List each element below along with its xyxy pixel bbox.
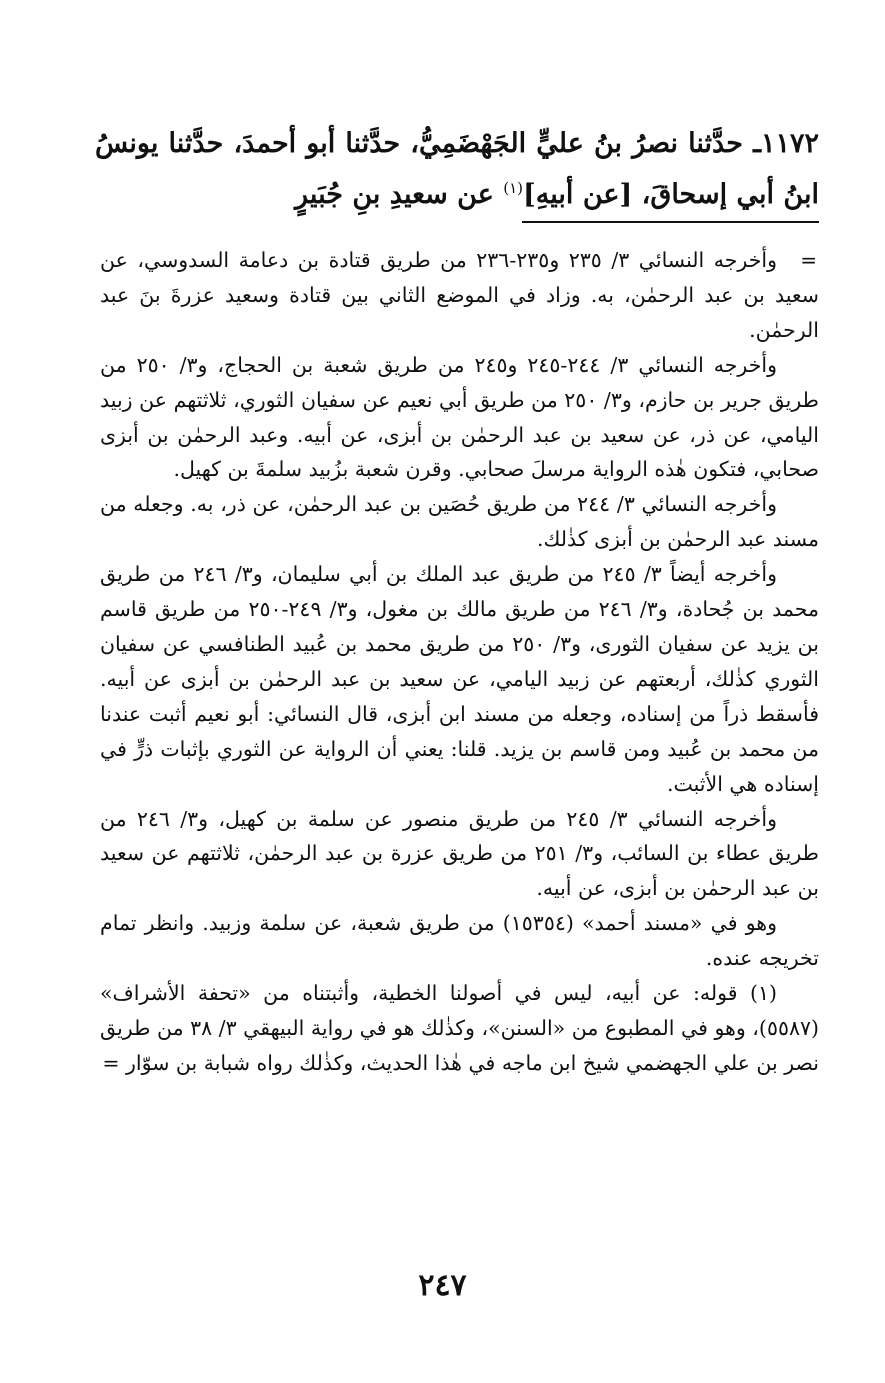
note-paragraph-5: وأخرجه النسائي ٣/ ٢٤٥ من طريق منصور عن سلمة بن كهيل، و٣/ ٢٤٦ من طريق عطاء بن السائب، و٣/ ٢٥١ من طريق عزرة بن عبد الرحمٰن، ثلاثتهم عن سعيد بن عبد الرحمٰن بن أبزى، عن أبيه. — [100, 806, 819, 901]
note-paragraph-1 — [100, 243, 819, 348]
note-paragraph-6: وهو في «مسند أحمد» (١٥٣٥٤) من طريق شعبة، عن سلمة وزبيد. وانظر تمام تخريجه عنده. — [100, 911, 819, 971]
note-paragraph-4: وأخرجه أيضاً ٣/ ٢٤٥ من طريق عبد الملك بن أبي سليمان، و٣/ ٢٤٦ من طريق محمد بن جُحادة، و٣/ ٢٤٦ من طريق مالك بن مغول، و٣/ ٢٤٩-٢٥٠ من طريق قاسم بن يزيد عن سفيان الثورى، و٣/ ٢٥٠ من طريق محمد بن عُبيد الطنافسي عن سفيان الثوري كذٰلك، أربعتهم عن زبيد اليامي، عن سعيد بن عبد الرحمٰن بن أبزى عن أبيه. فأسقط ذراً من إسناده، وجعله من مسند ابن أبزى، قال النسائي: أبو نعيم أثبت عندنا من محمد بن عُبيد ومن قاسم بن يزيد. قلنا: يعني أن الرواية عن الثوري بإثبات ذرٍّ في إسناده هي الأثبت. — [100, 562, 819, 796]
note-paragraph-1-text: وأخرجه النسائي ٣/ ٢٣٥ و٢٣٥-٢٣٦ من طريق قتادة بن دعامة السدوسي، عن سعيد بن عبد الرحمٰن، به. وزاد في الموضع الثاني بين قتادة وسعيد عزرةَ بنَ عبد الرحمٰن. — [100, 248, 819, 342]
note-paragraph-3: وأخرجه النسائي ٣/ ٢٤٤ من طريق حُصَين بن عبد الرحمٰن، عن ذر، به. وجعله من مسند عبد الرحمٰن بن أبزى كذٰلك. — [100, 492, 819, 552]
note-paragraph-2: وأخرجه النسائي ٣/ ٢٤٤-٢٤٥ و٢٤٥ من طريق شعبة بن الحجاج، و٣/ ٢٥٠ من طريق جرير بن حازم، و٣/ ٢٥٠ من طريق أبي نعيم عن سفيان الثوري، ثلاثتهم عن زبيد اليامي، عن ذر، عن سعيد بن عبد الرحمٰن بن أبزى، عن أبيه. وعبد الرحمٰن بن أبزى صحابي، فتكون هٰذه الرواية مرسلَ صحابي. وقرن شعبة بزُبيد سلمةَ بن كهيل. — [100, 352, 819, 482]
notes-section — [100, 243, 819, 1081]
hadith-text — [95, 118, 819, 220]
page-number: ٢٤٧ — [418, 1268, 467, 1303]
footnote-separator-line — [522, 221, 819, 223]
hadith-main-text: ١١٧٢ـ حدَّثنا نصرُ بنُ عليٍّ الجَهْضَمِيُّ، حدَّثنا أبو أحمدَ، حدَّثنا يونسُ ابنُ أبي إسحاقَ، [عن أبيهِ] — [95, 128, 819, 210]
footnote-reference: (١) — [503, 179, 523, 197]
footnote-1: (١) قوله: عن أبيه، ليس في أصولنا الخطية، وأثبتناه من «تحفة الأشراف» (٥٥٨٧)، وهو في المطبوع من «السنن»، وكذٰلك هو في رواية البيهقي ٣/ ٣٨ من طريق نصر بن علي الجهضمي شيخ ابن ماجه في هٰذا الحديث، وكذٰلك رواه شبابة بن سوّار = — [100, 981, 819, 1075]
hadith-tail-text: عن سعيدِ بنِ جُبَيرٍ — [295, 179, 504, 210]
continuation-mark: = — [800, 248, 817, 272]
